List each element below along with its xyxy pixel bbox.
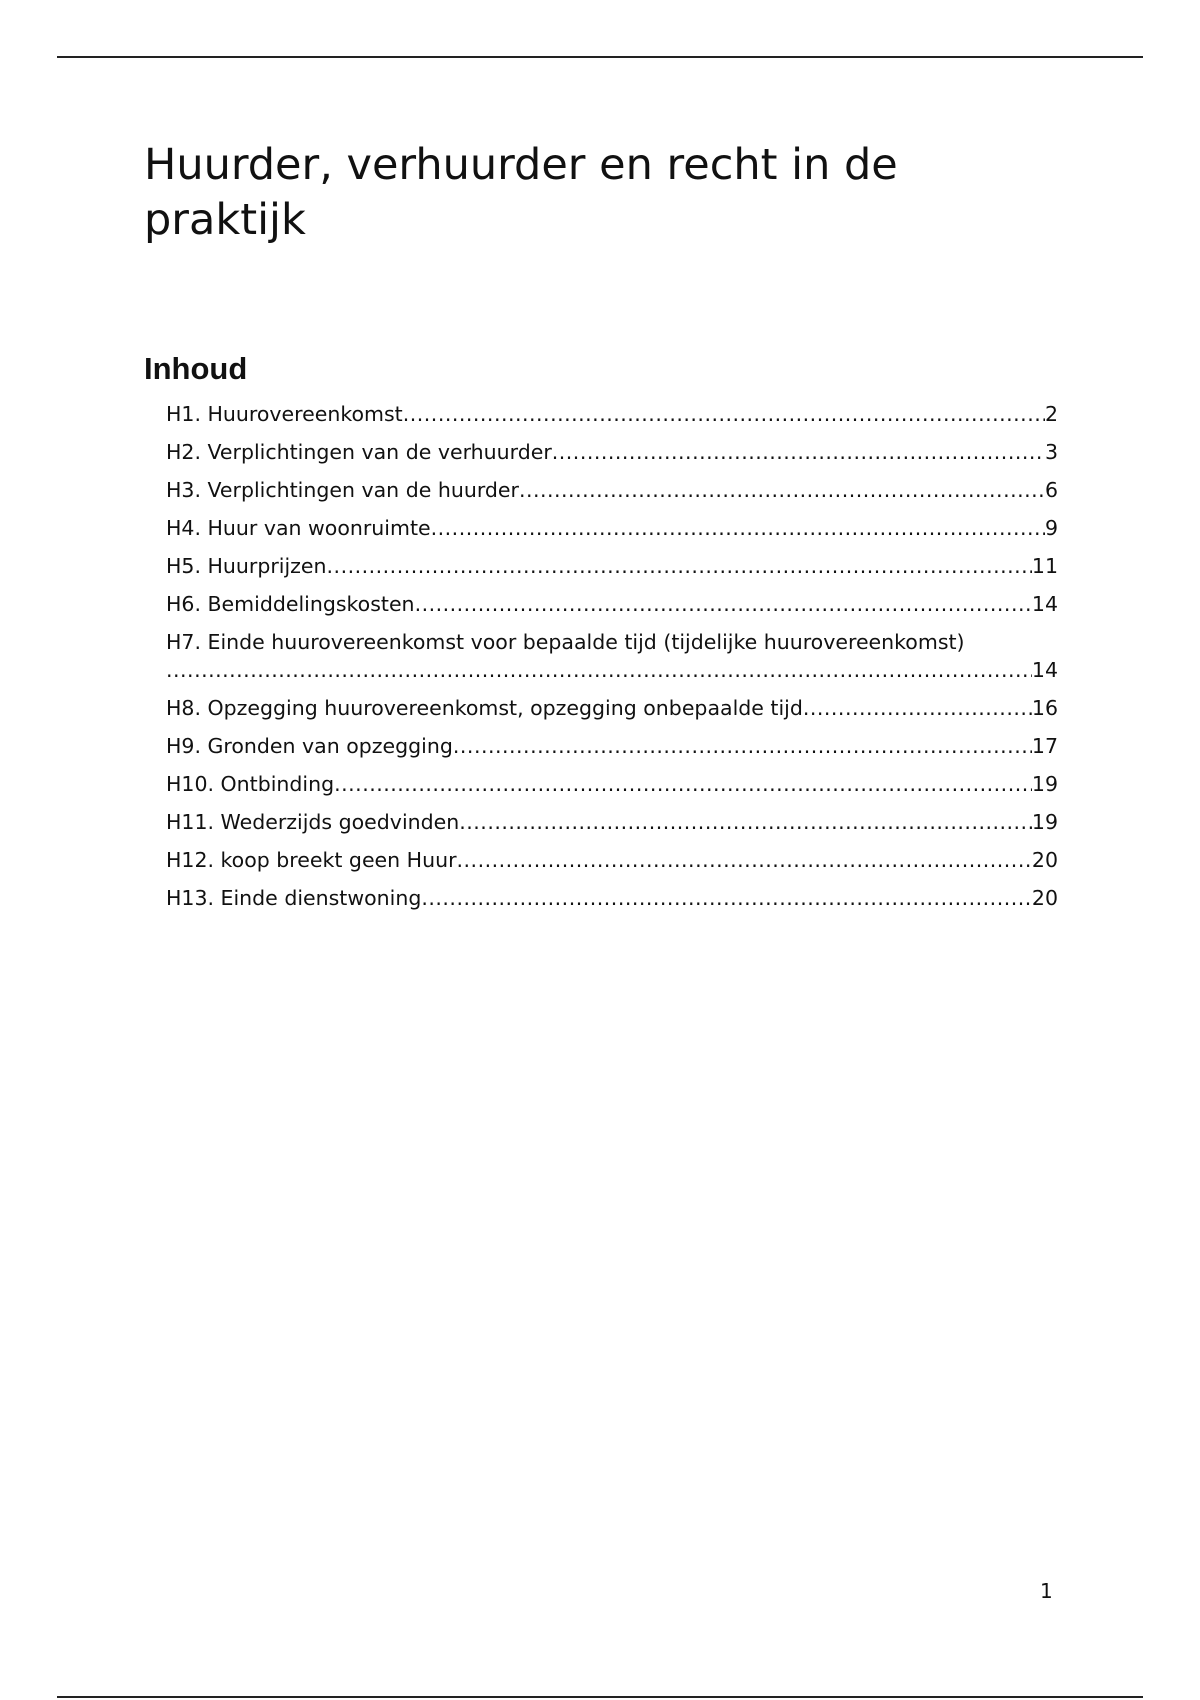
toc-link-h7[interactable] [166, 628, 1058, 684]
toc-entry-page: 9 [1044, 516, 1058, 540]
toc-entry-page: 16 [1031, 696, 1058, 720]
toc-heading: Inhoud [144, 351, 248, 386]
toc-dot-leader [334, 770, 1032, 798]
toc-link-h8[interactable] [166, 694, 1058, 722]
toc-entry-page: 6 [1044, 478, 1058, 502]
toc-dot-leader [459, 808, 1032, 836]
table-of-contents [166, 400, 1058, 922]
toc-dot-leader [415, 590, 1032, 618]
toc-link-h9[interactable] [166, 732, 1058, 760]
toc-entry-label: H1. Huurovereenkomst [166, 402, 403, 426]
toc-link-h5[interactable] [166, 552, 1058, 580]
toc-wrap-line [166, 656, 1058, 684]
page-number: 1 [1040, 1579, 1053, 1603]
toc-entry-page: 3 [1044, 440, 1058, 464]
toc-dot-leader [327, 552, 1032, 580]
toc-entry-label: H9. Gronden van opzegging [166, 734, 453, 758]
toc-dot-leader [552, 438, 1045, 466]
toc-entry-label: H5. Huurprijzen [166, 554, 327, 578]
toc-entry-page: 20 [1031, 848, 1058, 872]
toc-entry-h4 [166, 514, 1058, 542]
toc-entry-label: H6. Bemiddelingskosten [166, 592, 415, 616]
toc-link-h1[interactable] [166, 400, 1058, 428]
toc-dot-leader [166, 656, 1032, 684]
toc-entry-page: 11 [1031, 554, 1058, 578]
toc-entry-page: 20 [1031, 886, 1058, 910]
toc-entry-h10 [166, 770, 1058, 798]
toc-entry-label: H13. Einde dienstwoning [166, 886, 422, 910]
toc-entry-label: H11. Wederzijds goedvinden [166, 810, 460, 834]
toc-entry-label: H8. Opzegging huurovereenkomst, opzegging onbepaalde tijd [166, 696, 803, 720]
toc-entry-page: 14 [1031, 592, 1058, 616]
toc-entry-page: 14 [1031, 658, 1058, 682]
toc-entry-h5 [166, 552, 1058, 580]
toc-entry-label: H10. Ontbinding [166, 772, 335, 796]
toc-entry-h2 [166, 438, 1058, 466]
toc-entry-h13 [166, 884, 1058, 912]
toc-dot-leader [453, 732, 1032, 760]
toc-dot-leader [803, 694, 1032, 722]
toc-link-h13[interactable] [166, 884, 1058, 912]
toc-entry-label: H12. koop breekt geen Huur [166, 848, 457, 872]
toc-dot-leader [421, 884, 1032, 912]
footer-rule [57, 1696, 1143, 1698]
toc-entry-h9 [166, 732, 1058, 760]
toc-entry-h8 [166, 694, 1058, 722]
toc-entry-page: 17 [1031, 734, 1058, 758]
toc-link-h11[interactable] [166, 808, 1058, 836]
toc-link-h6[interactable] [166, 590, 1058, 618]
toc-entry-h6 [166, 590, 1058, 618]
toc-link-h12[interactable] [166, 846, 1058, 874]
toc-entry-h7 [166, 628, 1058, 684]
toc-entry-h3 [166, 476, 1058, 504]
header-rule [57, 56, 1143, 58]
toc-link-h4[interactable] [166, 514, 1058, 542]
toc-link-h2[interactable] [166, 438, 1058, 466]
toc-dot-leader [519, 476, 1045, 504]
toc-dot-leader [457, 846, 1032, 874]
toc-entry-h12 [166, 846, 1058, 874]
toc-link-h3[interactable] [166, 476, 1058, 504]
toc-entry-label: H3. Verplichtingen van de huurder [166, 478, 519, 502]
document-title: Huurder, verhuurder en recht in de praktijk [144, 140, 898, 245]
toc-entry-page: 2 [1044, 402, 1058, 426]
toc-entry-h11 [166, 808, 1058, 836]
toc-entry-page: 19 [1031, 772, 1058, 796]
toc-entry-page: 19 [1031, 810, 1058, 834]
toc-entry-label: H7. Einde huurovereenkomst voor bepaalde tijd (tijdelijke huurovereenkomst) [166, 630, 965, 654]
toc-entry-label: H2. Verplichtingen van de verhuurder [166, 440, 552, 464]
toc-dot-leader [403, 400, 1045, 428]
toc-entry-label: H4. Huur van woonruimte [166, 516, 431, 540]
toc-link-h10[interactable] [166, 770, 1058, 798]
toc-entry-h1 [166, 400, 1058, 428]
toc-dot-leader [431, 514, 1045, 542]
